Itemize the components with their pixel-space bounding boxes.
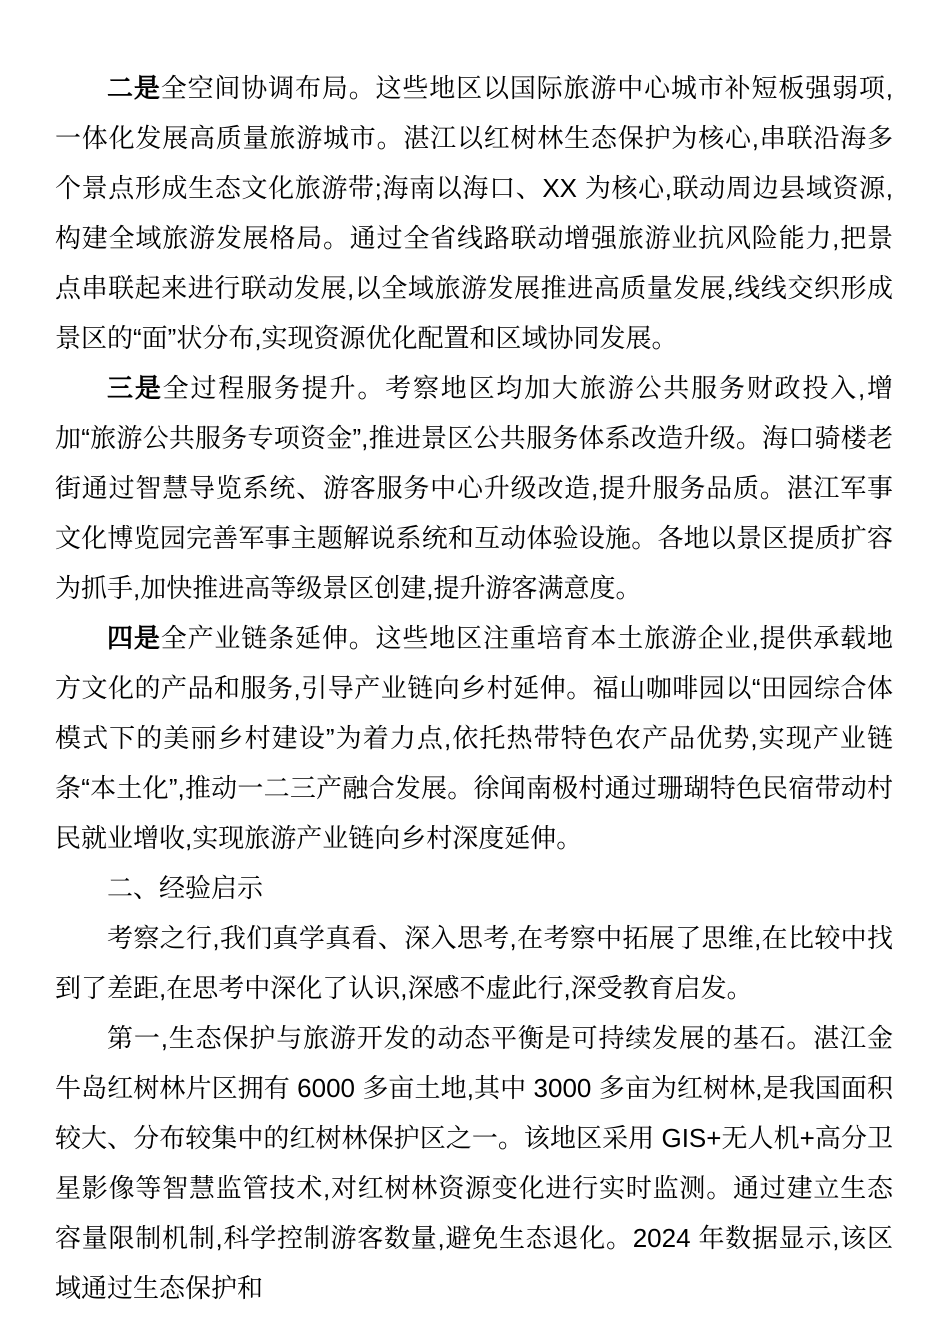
- section-heading: [55, 863, 893, 913]
- paragraph-text: 全过程服务提升。考察地区均加大旅游公共服务财政投入,增加“旅游公共服务专项资金”,推进景区公共服务体系改造升级。海口骑楼老街通过智慧导览系统、游客服务中心升级改造,提升服务品质。湛江军事文化博览园完善军事主题解说系统和互动体验设施。各地以景区提质扩容为抓手,加快推进高等级景区创建,提升游客满意度。: [55, 373, 893, 603]
- paragraph: [55, 63, 893, 363]
- paragraph: [55, 1013, 893, 1313]
- paragraph-text: 考察之行,我们真学真看、深入思考,在考察中拓展了思维,在比较中找到了差距,在思考中深化了认识,深感不虚此行,深受教育启发。: [55, 923, 893, 1003]
- paragraph-text: 全空间协调布局。这些地区以国际旅游中心城市补短板强弱项,一体化发展高质量旅游城市。湛江以红树林生态保护为核心,串联沿海多个景点形成生态文化旅游带;海南以海口、XX 为核心,联动周边县域资源,构建全域旅游发展格局。通过全省线路联动增强旅游业抗风险能力,把景点串联起来进行联动发展,以全域旅游发展推进高质量发展,线线交织形成景区的“面”状分布,实现资源优化配置和区域协同发展。: [55, 73, 893, 353]
- paragraph-text: 第一,生态保护与旅游开发的动态平衡是可持续发展的基石。湛江金牛岛红树林片区拥有 6000 多亩土地,其中 3000 多亩为红树林,是我国面积较大、分布较集中的红树林保护区之一。该地区采用 GIS+无人机+高分卫星影像等智慧监管技术,对红树林资源变化进行实时监测。通过建立生态容量限制机制,科学控制游客数量,避免生态退化。2024 年数据显示,该区域通过生态保护和: [55, 1023, 893, 1303]
- paragraph: [55, 913, 893, 1013]
- paragraph: [55, 613, 893, 863]
- paragraph: [55, 363, 893, 613]
- section-heading-text: 二、经验启示: [107, 873, 264, 903]
- paragraph-lead: 四是: [107, 623, 161, 653]
- paragraph-text: 全产业链条延伸。这些地区注重培育本土旅游企业,提供承载地方文化的产品和服务,引导产业链向乡村延伸。福山咖啡园以“田园综合体模式下的美丽乡村建设”为着力点,依托热带特色农产品优势,实现产业链条“本土化”,推动一二三产融合发展。徐闻南极村通过珊瑚特色民宿带动村民就业增收,实现旅游产业链向乡村深度延伸。: [55, 623, 893, 853]
- paragraph-lead: 三是: [107, 373, 163, 403]
- paragraph-lead: 二是: [107, 73, 161, 103]
